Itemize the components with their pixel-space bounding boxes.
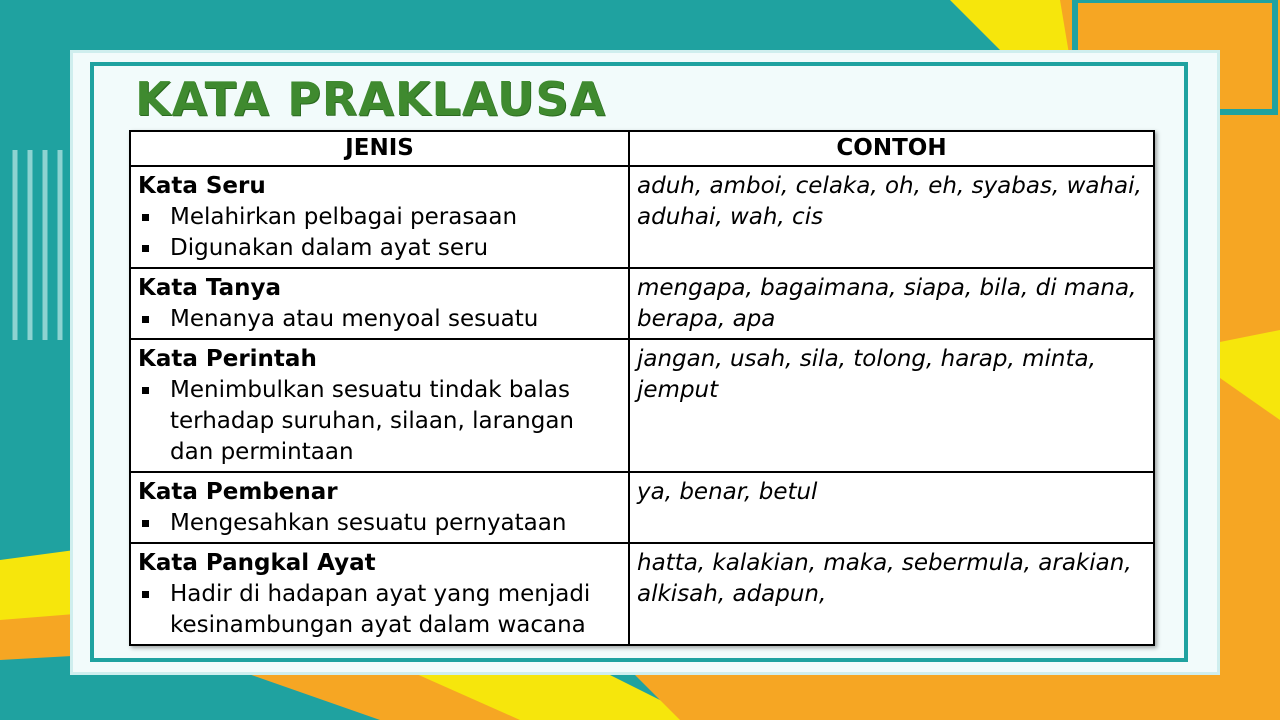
header-row xyxy=(130,131,1154,166)
jenis-name: Kata Pembenar xyxy=(138,479,338,505)
jenis-cell xyxy=(130,543,629,645)
contoh-cell: mengapa, bagaimana, siapa, bila, di mana, berapa, apa xyxy=(629,268,1154,339)
jenis-name: Kata Tanya xyxy=(138,275,281,301)
jenis-name: Kata Pangkal Ayat xyxy=(138,550,376,576)
jenis-cell xyxy=(130,339,629,472)
jenis-cell xyxy=(130,472,629,543)
point-list xyxy=(138,304,621,335)
table-row xyxy=(130,543,1154,645)
list-item: Menanya atau menyoal sesuatu xyxy=(138,304,621,335)
table-row xyxy=(130,268,1154,339)
contoh-cell: hatta, kalakian, maka, sebermula, arakian, alkisah, adapun, xyxy=(629,543,1154,645)
list-item: Mengesahkan sesuatu pernyataan xyxy=(138,508,621,539)
table-row xyxy=(130,166,1154,268)
list-item: Hadir di hadapan ayat yang menjadi kesinambungan ayat dalam wacana xyxy=(138,579,621,641)
contoh-cell: jangan, usah, sila, tolong, harap, minta, jemput xyxy=(629,339,1154,472)
jenis-name: Kata Seru xyxy=(138,173,266,199)
table-row xyxy=(130,472,1154,543)
header-contoh: CONTOH xyxy=(629,131,1154,166)
contoh-cell: aduh, amboi, celaka, oh, eh, syabas, wahai, aduhai, wah, cis xyxy=(629,166,1154,268)
list-item: Melahirkan pelbagai perasaan xyxy=(138,202,621,233)
list-item: Digunakan dalam ayat seru xyxy=(138,233,621,264)
jenis-name: Kata Perintah xyxy=(138,346,317,372)
list-item: Menimbulkan sesuatu tindak balas terhadap suruhan, silaan, larangan dan permintaan xyxy=(138,375,621,468)
point-list xyxy=(138,579,621,641)
praklausa-table xyxy=(129,130,1155,646)
point-list xyxy=(138,375,621,468)
point-list xyxy=(138,508,621,539)
jenis-cell xyxy=(130,166,629,268)
table-row xyxy=(130,339,1154,472)
jenis-cell xyxy=(130,268,629,339)
point-list xyxy=(138,202,621,264)
contoh-cell: ya, benar, betul xyxy=(629,472,1154,543)
header-jenis: JENIS xyxy=(130,131,629,166)
page-title: KATA PRAKLAUSA xyxy=(135,72,607,126)
